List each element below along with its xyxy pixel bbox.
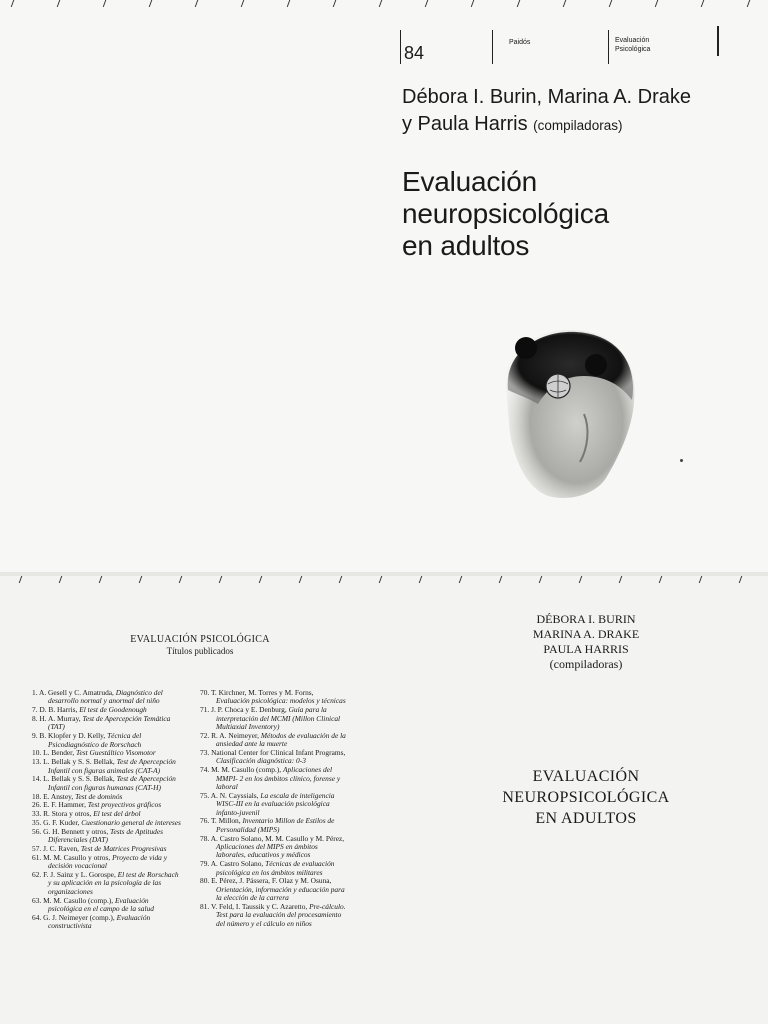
half-title-author-line: DÉBORA I. BURIN (536, 612, 636, 626)
crop-marks (0, 0, 768, 10)
collection-name (608, 30, 688, 64)
item-number: 70. (200, 688, 211, 697)
list-item (32, 914, 182, 931)
half-title-line: NEUROPSICOLÓGICA (502, 789, 670, 806)
item-authors: R. A. Neimeyer, (211, 730, 261, 740)
series-heading: EVALUACIÓN PSICOLÓGICA (130, 634, 270, 645)
list-item (32, 758, 182, 775)
item-title: Test de Apercepción Infantil con figuras humanas (CAT-H) (48, 774, 176, 792)
list-item (32, 871, 182, 896)
half-title-line: EN ADULTOS (535, 810, 637, 827)
cover-authors (402, 84, 762, 139)
item-authors: V. Feld, I. Taussik y C. Azaretto, (210, 902, 310, 912)
item-number: 72. (200, 730, 212, 740)
half-title-author-line: MARINA A. DRAKE (532, 627, 640, 641)
item-authors: M. M. Casullo y otros, (43, 852, 113, 862)
title-line-3: en adultos (402, 230, 530, 261)
item-title: Test Guestáltico Visomotor (76, 748, 156, 758)
item-authors: G. H. Bennett y otros, (43, 826, 111, 836)
item-number: 79. (200, 859, 211, 869)
item-title: Evaluación psicológica: modelos y técnicas (216, 696, 346, 706)
item-number: 61. (32, 852, 44, 862)
half-title (450, 766, 722, 829)
list-item (32, 897, 182, 914)
cover-title (402, 166, 742, 262)
item-authors: G. J. Neimeyer (comp.), (43, 912, 117, 922)
list-item (200, 749, 346, 766)
item-title: Guía para la interpretación del MCMI (Millon Clinical Multiaxial Inventory) (216, 705, 341, 732)
item-authors: A. Castro Solano, (210, 859, 266, 869)
item-number: 1. (32, 688, 39, 697)
list-item (32, 854, 182, 871)
item-number: 62. (32, 870, 44, 879)
item-number: 71. (200, 705, 212, 715)
list-item (200, 706, 346, 731)
item-number: 18. (32, 791, 44, 801)
item-title: La escala de inteligencia WISC-III en la evaluación psicológica infanto-juvenil (216, 790, 335, 817)
item-title: Métodos de evaluación de la ansiedad ante la muerte (216, 730, 346, 749)
crop-marks (0, 576, 768, 586)
item-title: Test proyectivos gráficos (87, 800, 162, 810)
list-item (200, 877, 346, 902)
item-authors: F. J. Sainz y L. Gorospe, (43, 870, 118, 879)
item-authors: D. B. Harris, (39, 705, 80, 715)
half-title-author-line: PAULA HARRIS (543, 642, 629, 656)
item-number: 63. (32, 895, 44, 905)
collection-line-1: Evaluación (615, 37, 650, 44)
item-number: 13. (32, 757, 44, 767)
item-title: Evaluación constructivista (48, 912, 151, 931)
item-number: 56. (32, 826, 44, 836)
item-number: 81. (200, 902, 211, 912)
item-authors: T. Millon, (210, 816, 243, 826)
item-number: 33. (32, 809, 44, 819)
item-title: Proyecto de vida y decisión vocacional (48, 852, 168, 871)
item-title: Evaluación psicológica en el campo de la salud (48, 895, 154, 914)
half-title-authors (470, 612, 702, 672)
item-number: 14. (32, 774, 44, 784)
item-authors: M. M. Casullo (comp.), (211, 765, 283, 775)
item-title: Inventario Millon de Estilos de Personalidad (MIPS) (216, 816, 335, 834)
list-item (200, 903, 346, 928)
item-number: 78. (200, 833, 211, 843)
item-title: Técnicas de evaluación psicológica en los ámbitos militares (216, 859, 335, 877)
item-number: 10. (32, 748, 44, 758)
list-item (200, 792, 346, 817)
half-title-author-line: (compiladoras) (549, 657, 623, 671)
item-authors: A. Castro Solano, M. M. Casullo y M. Pérez, (210, 833, 345, 843)
item-number: 64. (32, 912, 44, 922)
item-authors: E. Pérez, J. Pássera, F. Olaz y M. Osuna, (211, 876, 332, 886)
list-item (200, 860, 346, 877)
item-authors: L. Bender, (43, 748, 77, 758)
item-number: 76. (200, 816, 211, 826)
item-authors: B. Klopfer y D. Kelly, (39, 731, 108, 741)
list-item (200, 835, 346, 860)
item-authors: M. M. Casullo (comp.), (43, 895, 115, 905)
item-title: Aplicaciones del MIPS en ámbitos laborales, educativos y médicos (216, 842, 318, 860)
item-title: Clasificación diagnóstica: 0-3 (216, 756, 306, 766)
head-illustration-icon (488, 318, 648, 504)
item-number: 8. (32, 714, 40, 723)
title-line-2: neuropsicológica (402, 198, 609, 229)
list-item (200, 817, 346, 834)
item-title: Técnica del Psicodiagnóstico de Rorschach (48, 731, 142, 749)
authors-line-2 (402, 111, 762, 139)
list-item (200, 732, 346, 749)
item-authors: G. F. Kuder, (43, 818, 82, 827)
item-title: Aplicaciones del MMPI- 2 en los ámbitos clínico, forense y laboral (216, 765, 341, 792)
item-authors: R. Stora y otros, (43, 809, 94, 819)
item-authors: H. A. Murray, (39, 714, 83, 723)
item-title: Test de Matrices Progresivas (80, 844, 167, 853)
item-authors: L. Bellak y S. S. Bellak, (43, 757, 117, 767)
list-item (200, 689, 346, 706)
title-line-1: Evaluación (402, 166, 537, 197)
item-title: Test de dominós (75, 791, 123, 801)
item-number: 7. (32, 705, 40, 715)
list-item (32, 715, 182, 732)
list-item (32, 775, 182, 792)
item-title: El test de Rorschach y su aplicación en la psicología de las organizaciones (48, 870, 179, 896)
item-number: 74. (200, 765, 212, 775)
item-authors: L. Bellak y S. S. Bellak, (43, 774, 117, 784)
item-title: Test de Apercepción Infantil con figuras animales (CAT-A) (48, 757, 176, 775)
item-authors: A. N. Cayssials, (210, 790, 261, 800)
item-title: Tests de Aptitudes Diferenciales (DAT) (48, 826, 163, 845)
item-authors: T. Kirchner, M. Torres y M. Forns, (210, 688, 314, 697)
item-number: 26. (32, 800, 44, 810)
item-title: Test de Apercepción Temática (TAT) (48, 714, 171, 732)
titles-list-column-1 (32, 689, 182, 931)
collection-line-2: Psicológica (615, 46, 651, 53)
item-authors: E. Anstey, (43, 791, 76, 801)
item-number: 75. (200, 790, 211, 800)
item-title: El test de Goodenough (79, 705, 147, 715)
inner-page (0, 576, 768, 1024)
list-item (32, 689, 182, 706)
series-number: 84 (400, 30, 424, 64)
item-number: 9. (32, 731, 40, 741)
item-number: 73. (200, 748, 212, 758)
list-item (32, 732, 182, 749)
print-speck (680, 459, 683, 462)
publisher-name: Paidós (492, 30, 530, 64)
item-title: Pre-cálculo. Test para la evaluación del procesamiento del número y el cálculo en niños (216, 902, 346, 928)
item-authors: E. F. Hammer, (43, 800, 88, 810)
half-title-line: EVALUACIÓN (532, 768, 640, 785)
list-item (200, 766, 346, 791)
editors-note: (compiladoras) (533, 118, 623, 133)
item-title: Cuestionario general de intereses (81, 818, 181, 827)
authors-line-2-names: y Paula Harris (402, 113, 528, 135)
item-title: El test del árbol (93, 809, 141, 819)
header-rule (717, 26, 719, 56)
item-authors: A. Gesell y C. Amatruda, (38, 688, 116, 697)
list-item (32, 828, 182, 845)
item-number: 80. (200, 876, 212, 886)
item-number: 57. (32, 844, 44, 853)
item-authors: J. C. Raven, (43, 844, 81, 853)
item-authors: J. P. Choca y E. Denburg, (211, 705, 289, 715)
series-subheading: Títulos publicados (166, 646, 234, 656)
item-authors: National Center for Clinical Infant Programs, (211, 748, 346, 758)
item-title: Diagnóstico del desarrollo normal y anormal del niño (48, 688, 163, 706)
item-number: 35. (32, 818, 44, 827)
titles-list-column-2 (200, 689, 346, 929)
item-title: Orientación, información y educación para la elección de la carrera (216, 884, 345, 903)
authors-line-1: Débora I. Burin, Marina A. Drake (402, 86, 692, 108)
